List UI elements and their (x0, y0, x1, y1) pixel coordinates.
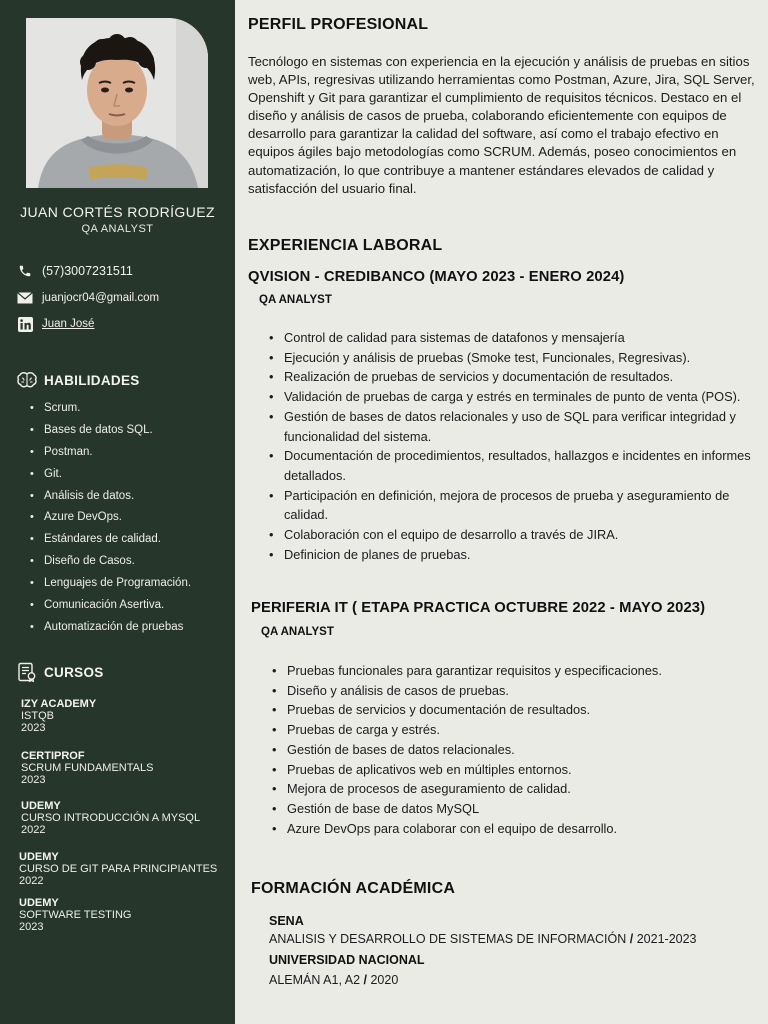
linkedin-icon (16, 316, 34, 332)
phone-number[interactable]: (57)3007231511 (42, 264, 133, 278)
list-item: • Automatización de pruebas (30, 619, 230, 641)
linkedin-link[interactable]: Juan José (42, 318, 95, 330)
contact-phone (16, 263, 133, 279)
course-institution: CERTIPROF (21, 750, 85, 762)
course-name: SOFTWARE TESTING (19, 909, 132, 921)
education-program (269, 932, 697, 946)
list-item: • Postman. (30, 444, 230, 466)
education-program (269, 973, 398, 987)
program-years: 2021-2023 (636, 932, 697, 946)
list-item: • Diseño y análisis de casos de pruebas. (270, 681, 760, 701)
mail-icon (16, 290, 34, 306)
list-item: • Pruebas de aplicativos web en múltiples entornos. (270, 760, 760, 780)
certificate-icon (16, 662, 38, 682)
course-name: CURSO INTRODUCCIÓN A MYSQL (21, 812, 201, 824)
list-item: • Documentación de procedimientos, resultados, hallazgos e incidentes en informes detallados. (267, 446, 757, 485)
profile-text: Tecnólogo en sistemas con experiencia en la ejecución y análisis de pruebas en sitios web, APIs, regresivas utilizando herramientas como Postman, Azure, Jira, SQL Server, Openshift y Git para garantizar el cumplimiento de requisitos técnicos. Destaco en el diseño y análisis de casos de prueba, colaborando eficientemente con equipos de desarrollo para garantizar la calidad del software, así como el trabajo efectivo en equipos ágiles bajo metodologías como SCRUM. Además, poseo conocimientos en automatización, lo que contribuye a mantener estándares elevados de calidad y satisfacción del usuario final. (248, 54, 755, 196)
list-item: • Pruebas de carga y estrés. (270, 720, 760, 740)
brain-icon (16, 370, 38, 390)
course-name: CURSO DE GIT PARA PRINCIPIANTES (19, 863, 218, 875)
main-content (235, 0, 768, 1024)
separator: / (363, 973, 367, 987)
email-address[interactable]: juanjocr04@gmail.com (42, 292, 160, 304)
program-years: 2020 (370, 973, 399, 987)
job-role: QA ANALYST (259, 294, 332, 306)
list-item: • Diseño de Casos. (30, 553, 230, 575)
course-year: 2023 (19, 921, 44, 933)
skills-list (30, 400, 230, 641)
course-institution: UDEMY (19, 851, 59, 863)
course-name: ISTQB (21, 710, 55, 722)
course-year: 2022 (21, 824, 46, 836)
course-item (21, 750, 153, 786)
job-title: PERIFERIA IT ( ETAPA PRACTICA OCTUBRE 2022 - MAYO 2023) (251, 600, 706, 616)
profile-heading: PERFIL PROFESIONAL (248, 16, 429, 33)
separator: / (629, 932, 634, 946)
phone-icon (16, 263, 34, 279)
list-item: • Pruebas de servicios y documentación de resultados. (270, 700, 760, 720)
job-role: QA ANALYST (261, 626, 334, 638)
contact-linkedin (16, 316, 94, 332)
course-item (21, 698, 96, 734)
skills-heading (16, 370, 140, 390)
list-item: • Realización de pruebas de servicios y documentación de resultados. (267, 367, 757, 387)
list-item: • Definicion de planes de pruebas. (267, 545, 757, 565)
job-bullets (270, 661, 760, 838)
list-item: • Colaboración con el equipo de desarrollo a través de JIRA. (267, 525, 757, 545)
job-bullets (267, 328, 757, 564)
list-item: • Azure DevOps. (30, 509, 230, 531)
course-year: 2023 (21, 774, 46, 786)
list-item: • Control de calidad para sistemas de datafonos y mensajería (267, 328, 757, 348)
list-item: • Participación en definición, mejora de procesos de prueba y aseguramiento de calidad. (267, 486, 757, 525)
list-item: • Gestión de base de datos MySQL (270, 799, 760, 819)
candidate-name: JUAN CORTÉS RODRÍGUEZ (20, 204, 215, 220)
course-year: 2023 (21, 722, 46, 734)
sidebar (0, 0, 235, 1024)
list-item: • Comunicación Asertiva. (30, 597, 230, 619)
program-name: ALEMÁN A1, A2 (269, 973, 361, 987)
education-institution: SENA (269, 914, 304, 928)
job-title: QVISION - CREDIBANCO (MAYO 2023 - ENERO 2024) (248, 269, 625, 285)
course-name: SCRUM FUNDAMENTALS (21, 762, 154, 774)
experience-heading: EXPERIENCIA LABORAL (248, 237, 443, 254)
list-item: • Mejora de procesos de aseguramiento de calidad. (270, 779, 760, 799)
education-institution: UNIVERSIDAD NACIONAL (269, 953, 425, 967)
list-item: • Scrum. (30, 400, 230, 422)
list-item: • Ejecución y análisis de pruebas (Smoke test, Funcionales, Regresivas). (267, 348, 757, 368)
candidate-role: QA ANALYST (81, 223, 154, 235)
courses-heading (16, 662, 104, 682)
contact-email (16, 290, 159, 306)
list-item: • Estándares de calidad. (30, 531, 230, 553)
course-institution: UDEMY (19, 897, 59, 909)
course-item (19, 851, 217, 887)
skills-title: HABILIDADES (44, 372, 140, 388)
course-year: 2022 (19, 875, 44, 887)
list-item: • Análisis de datos. (30, 488, 230, 510)
profile-photo-illustration (26, 18, 208, 188)
course-institution: IZY ACADEMY (21, 698, 97, 710)
list-item: • Lenguajes de Programación. (30, 575, 230, 597)
profile-photo (26, 18, 208, 188)
course-item (19, 897, 131, 933)
program-name: ANALISIS Y DESARROLLO DE SISTEMAS DE INFORMACIÓN (269, 932, 627, 946)
list-item: • Validación de pruebas de carga y estrés en terminales de punto de venta (POS). (267, 387, 757, 407)
list-item: • Gestión de bases de datos relacionales. (270, 740, 760, 760)
list-item: • Pruebas funcionales para garantizar requisitos y especificaciones. (270, 661, 760, 681)
list-item: • Bases de datos SQL. (30, 422, 230, 444)
courses-title: CURSOS (44, 664, 104, 680)
list-item: • Git. (30, 466, 230, 488)
course-item (21, 800, 200, 836)
list-item: • Gestión de bases de datos relacionales y uso de SQL para verificar integridad y funcionalidad del sistema. (267, 407, 757, 446)
list-item: • Azure DevOps para colaborar con el equipo de desarrollo. (270, 819, 760, 839)
education-heading: FORMACIÓN ACADÉMICA (251, 880, 456, 897)
course-institution: UDEMY (21, 800, 61, 812)
